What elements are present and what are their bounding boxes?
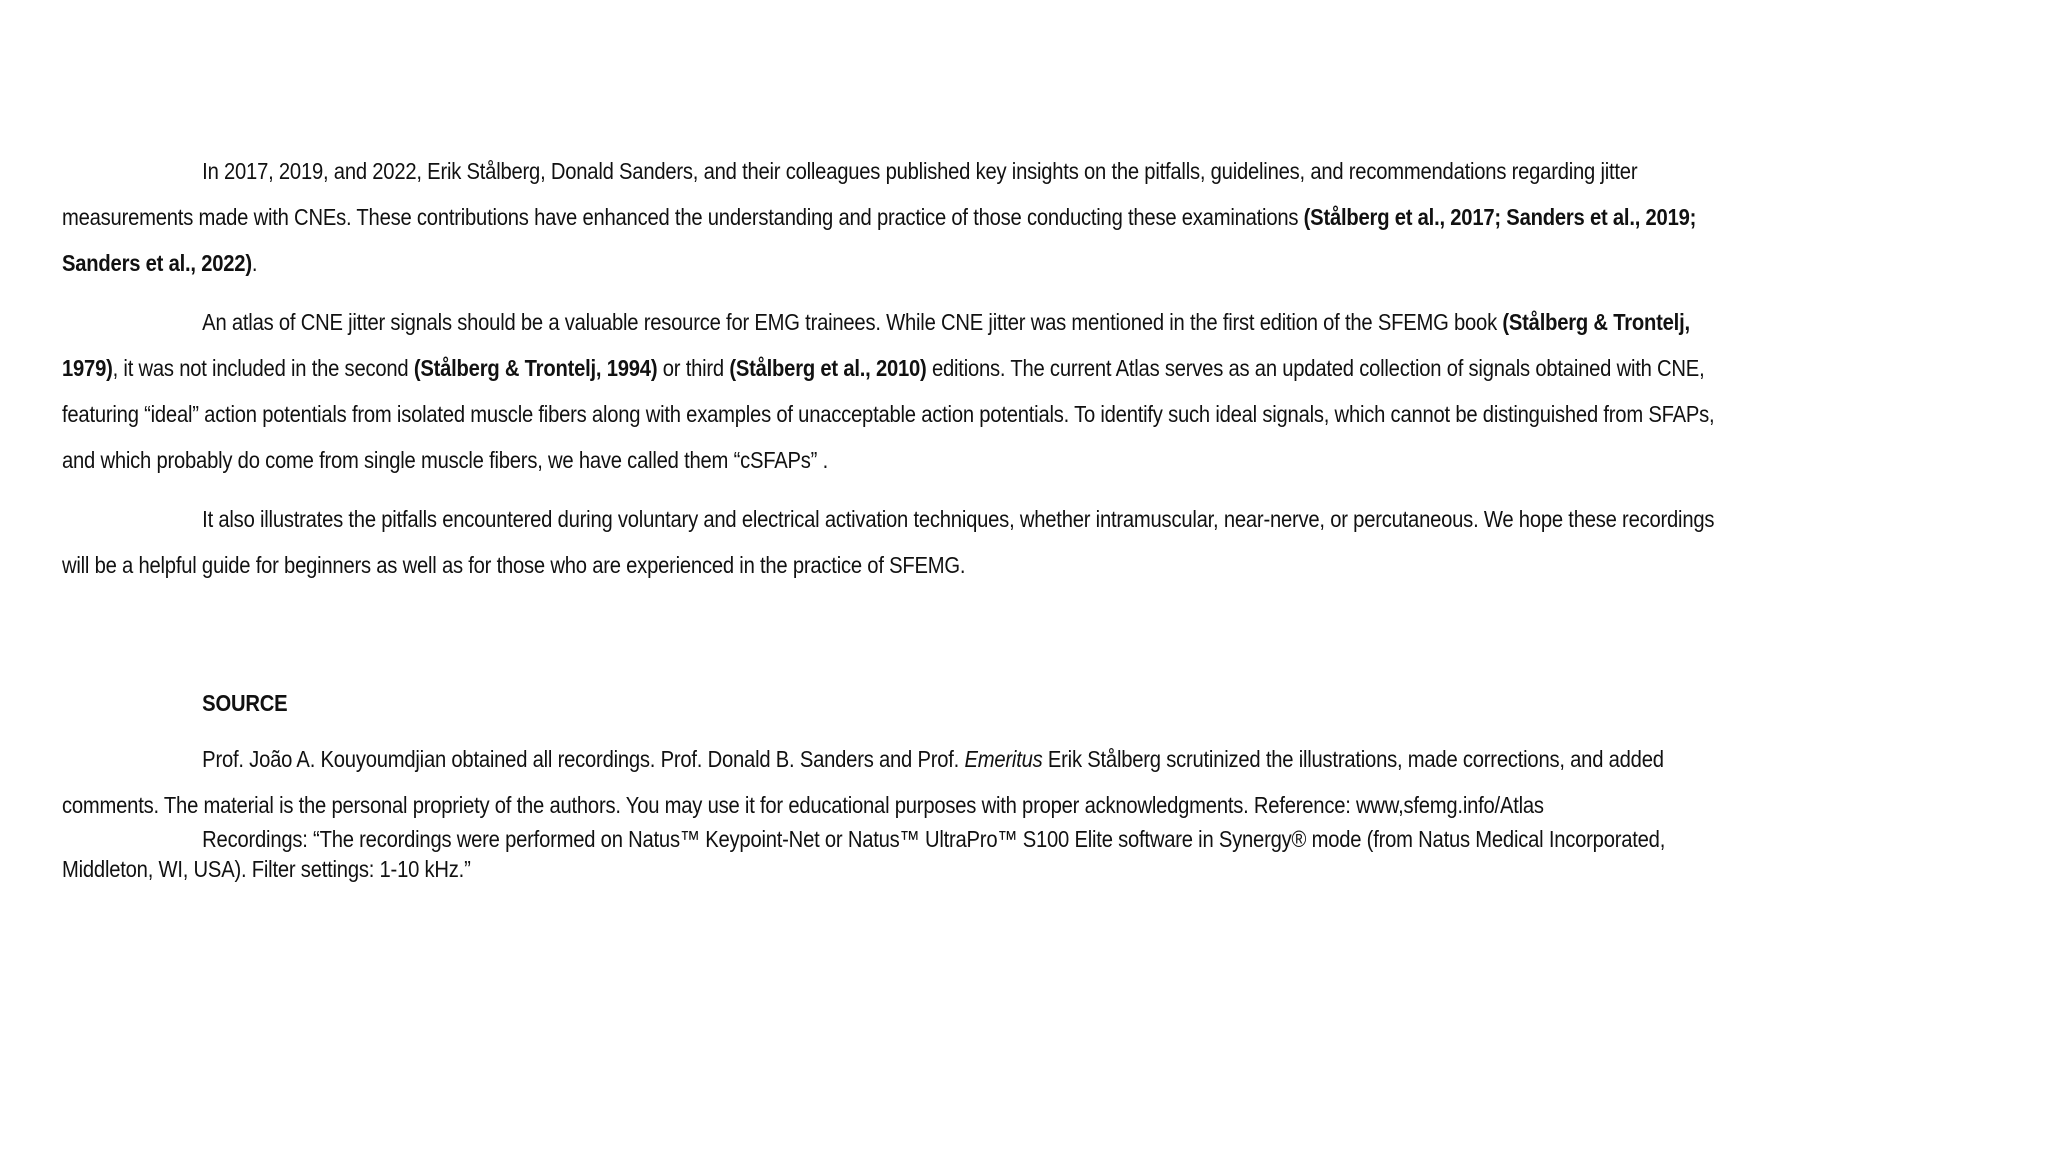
emphasis-text: Emeritus [964, 746, 1043, 772]
recordings-note: Recordings: “The recordings were performed on Natus™ Keypoint-Net or Natus™ UltraPro™ S100 Elite software in Synergy® mode (from Natus Medical Incorporated, Middleton, WI, USA). Filter settings: 1-10 kHz.” [62, 826, 1666, 882]
paragraph-text: . [251, 250, 258, 276]
citation: (Stålberg & Trontelj, 1994) [413, 355, 658, 381]
paragraph-pitfalls [62, 496, 1739, 588]
paragraph-atlas-purpose [62, 299, 1739, 483]
paragraph-text: It also illustrates the pitfalls encountered during voluntary and electrical activation techniques, whether intramuscular, near-nerve, or percutaneous. We hope these recordings will be a helpful guide for beginners as well as for those who are experienced in the practice of SFEMG. [62, 506, 1715, 578]
paragraph-text: editions. The current Atlas serves as an updated collection of signals obtained with CNE, featuring “ideal” action potentials from isolated muscle fibers along with examples of unacceptable action potentials. To identify such ideal signals, which cannot be distinguished from SFAPs, and which probably do come from single muscle fibers, we have called them “cSFAPs” . [62, 355, 1715, 473]
paragraph-text: In 2017, 2019, and 2022, Erik Stålberg, Donald Sanders, and their colleagues published key insights on the pitfalls, guidelines, and recommendations regarding jitter measurements made with CNEs. These contributions have enhanced the understanding and practice of those conducting these examinations [62, 158, 1638, 230]
citation: (Stålberg et al., 2017; Sanders et al., 2019; Sanders et al., 2022) [62, 204, 1697, 276]
paragraph-text: An atlas of CNE jitter signals should be a valuable resource for EMG trainees. While CNE jitter was mentioned in the first edition of the SFEMG book [202, 309, 1503, 335]
paragraph-text: or third [657, 355, 730, 381]
paragraph-jitter-insights [62, 148, 1739, 286]
source-paragraph [62, 736, 1739, 828]
citation: (Stålberg et al., 2010) [729, 355, 927, 381]
paragraph-text: , it was not included in the second [112, 355, 414, 381]
paragraph-text: Erik Stålberg scrutinized the illustrations, made corrections, and added comments. The material is the personal propriety of the authors. You may use it for educational purposes with proper acknowledgments. Reference: www,sfemg.info/Atlas [62, 746, 1664, 818]
source-heading: SOURCE [202, 690, 288, 716]
document-body [62, 148, 1739, 897]
paragraph-text: Prof. João A. Kouyoumdjian obtained all recordings. Prof. Donald B. Sanders and Prof. [202, 746, 965, 772]
citation: (Stålberg & Trontelj, 1979) [62, 309, 1690, 381]
